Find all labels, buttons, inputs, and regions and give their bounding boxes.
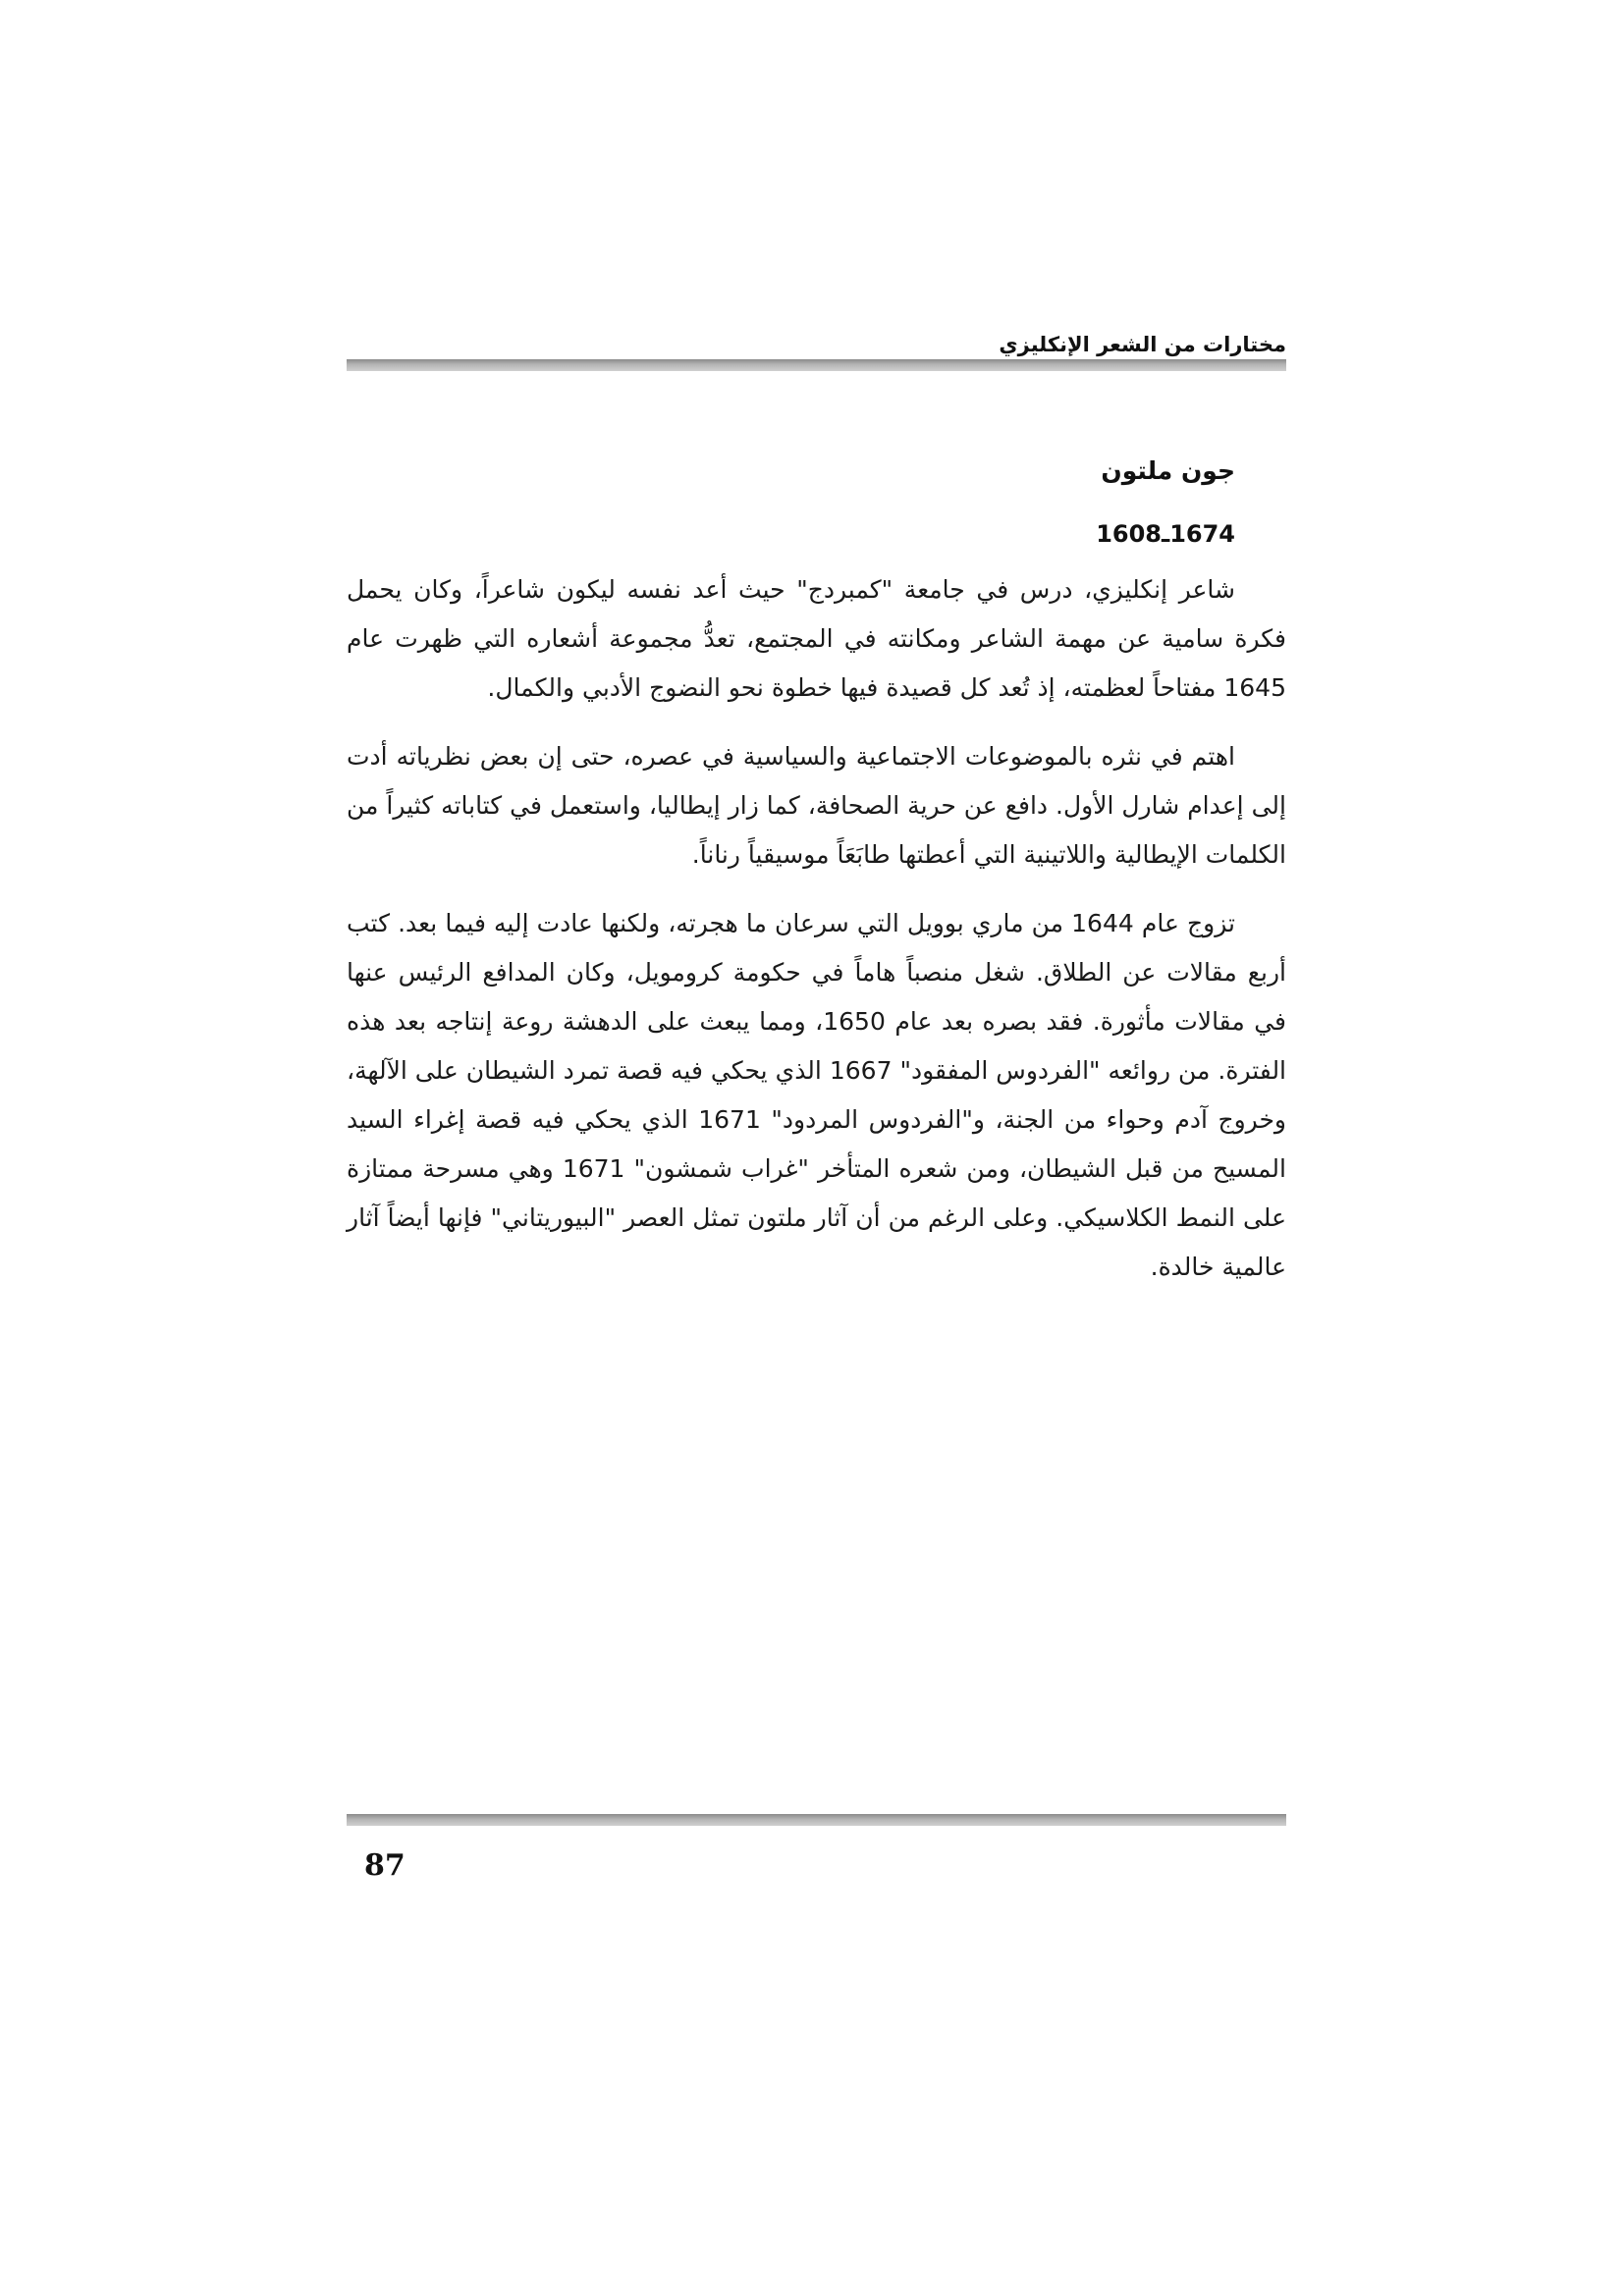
paragraph-biography: شاعر إنكليزي، درس في جامعة "كمبردج" حيث أعد نفسه ليكون شاعراً، وكان يحمل فكرة سامية عن مهمة الشاعر ومكانته في المجتمع، تعدُّ مجموعة أشعاره التي ظهرت عام 1645 مفتاحاً لعظمته، إذ تُعد كل قصيدة فيها خطوة نحو النضوج الأدبي والكمال. [347,575,1286,702]
paragraph-life-works: تزوج عام 1644 من ماري بوويل التي سرعان ما هجرته، ولكنها عادت إليه فيما بعد. كتب أربع مقالات عن الطلاق. شغل منصباً هاماً في حكومة كرومويل، وكان المدافع الرئيس عنها في مقالات مأثورة. فقد بصره بعد عام 1650، ومما يبعث على الدهشة روعة إنتاجه بعد هذه الفترة. من روائعه "الفردوس المفقود" 1667 الذي يحكي فيه قصة تمرد الشيطان على الآلهة، وخروج آدم وحواء من الجنة، و"الفردوس المردود" 1671 الذي يحكي فيه قصة إغراء السيد المسيح من قبل الشيطان، ومن شعره المتأخر "غراب شمشون" 1671 وهي مسرحة ممتازة على النمط الكلاسيكي. وعلى الرغم من أن آثار ملتون تمثل العصر "البيوريتاني" فإنها أيضاً آثار عالمية خالدة. [347,909,1287,1281]
running-header-title: مختارات من الشعر الإنكليزي [999,333,1286,356]
page-number: 87 [364,1848,406,1883]
footer-rule [347,1814,1286,1826]
header-rule [347,359,1286,371]
paragraph-prose: اهتم في نثره بالموضوعات الاجتماعية والسياسية في عصره، حتى إن بعض نظرياته أدت إلى إعدام شارل الأول. دافع عن حرية الصحافة، كما زار إيطاليا، واستعمل في كتاباته كثيراً من الكلمات الإيطالية واللاتينية التي أعطتها طابَعَاً موسيقياً رناناً. [347,742,1286,869]
poet-dates [347,516,1235,552]
entry-content [347,432,1286,1292]
death-year: 1674 [1169,520,1235,548]
dates-separator: ـ [1162,520,1170,548]
poet-name: جون ملتون [1101,456,1235,485]
birth-year: 1608 [1096,520,1162,548]
